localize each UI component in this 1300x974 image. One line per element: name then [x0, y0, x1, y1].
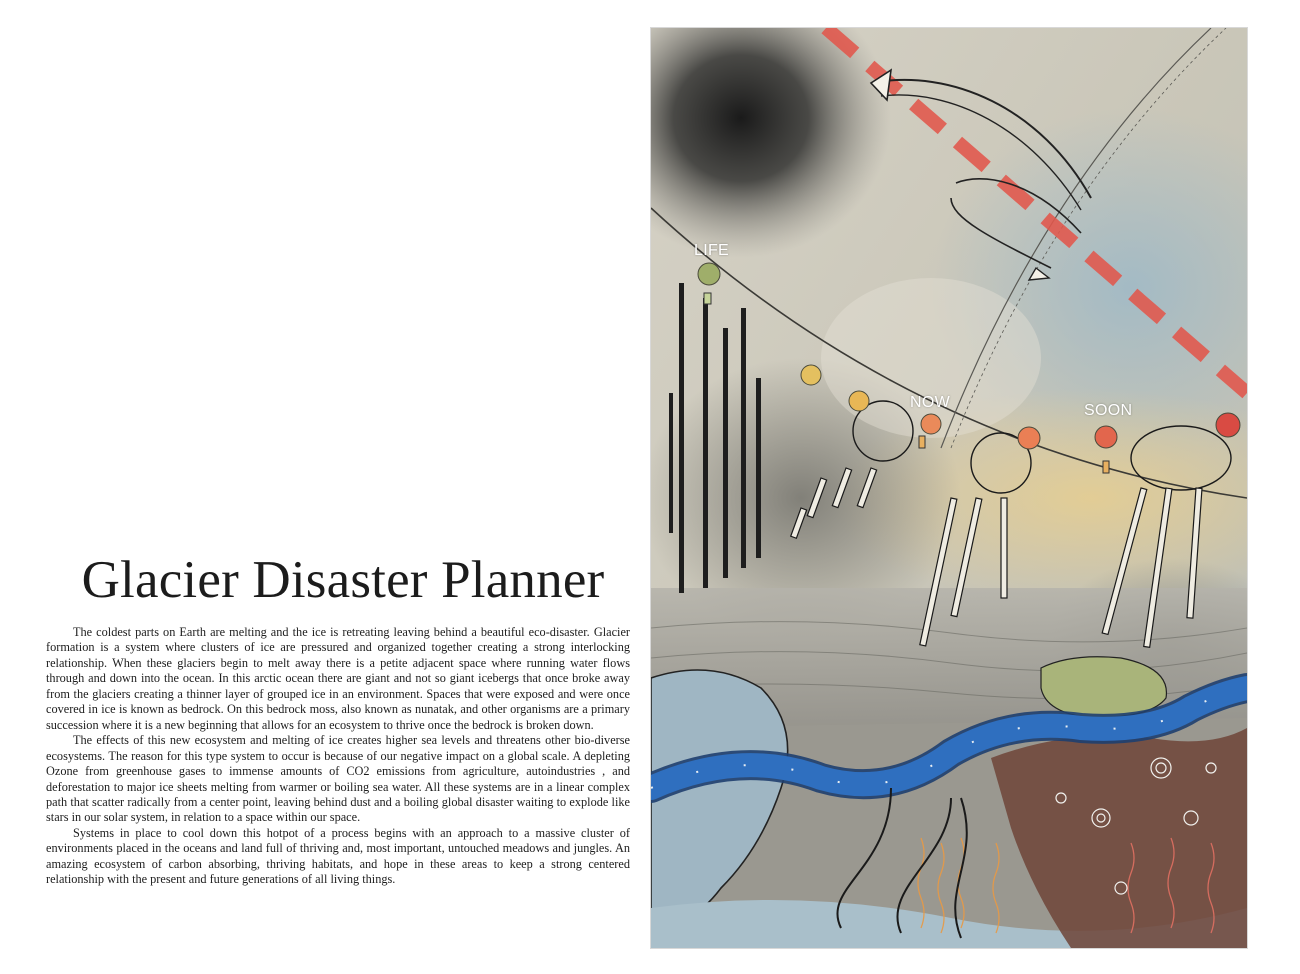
moss-patch [1041, 657, 1166, 718]
document-title: Glacier Disaster Planner [81, 551, 605, 609]
soon-tag [1103, 461, 1109, 473]
now-marker [921, 414, 941, 434]
future-marker [1216, 413, 1240, 437]
sun-marker-1 [801, 365, 821, 385]
life-tag [704, 293, 711, 304]
paragraph-3: Systems in place to cool down this hotpot of a process begins with an approach to a massive cluster of environments placed in the oceans and land full of thriving and, most important, untouched meadows and jungles. An amazing ecosystem of carbon absorbing, thriving habitats, and hope in these areas to keep a strong centered relationship with the present and future generations of all living things. [46, 825, 630, 887]
paragraph-1: The coldest parts on Earth are melting and the ice is retreating leaving behind a beautiful eco-disaster. Glacier formation is a system where clusters of ice are pressured and organized together creating a strong interlocking relationship. When these glaciers begin to melt away there is a petite adjacent space where running water flows through and down into the ocean. In this arctic ocean there are giant and not so giant icebergs that once broke away from the glaciers creating a thinner layer of grouped ice in an environment. Spaces that were exposed and were once covered in ice is known as bedrock. On this bedrock moss, also known as nunatak, and other organisms are a primary succession where it is a new beginning that allows for an ecosystem to thrive once the bedrock is broken down. [46, 625, 630, 732]
sun-marker-2 [849, 391, 869, 411]
life-marker [698, 263, 720, 285]
now-tag [919, 436, 925, 448]
soon-label: SOON [1084, 402, 1133, 419]
life-label: LIFE [694, 242, 729, 259]
glacier-illustration [650, 27, 1248, 949]
illustration-canvas [651, 28, 1247, 948]
soon-marker [1095, 426, 1117, 448]
now-label: NOW [910, 394, 951, 411]
paragraph-2: The effects of this new ecosystem and melting of ice creates higher sea levels and threatens other bio-diverse ecosystems. The reason for this type system to occur is because of our negative impact on a global scale. A depleting Ozone from greenhouse gases to immense amounts of CO2 emissions from agriculture, autoindustries , and deforestation to major ice sheets melting from warmer or boiling sea water. All these systems are in a linear complex path that scatter radically from a center point, leaving behind dust and a boiling global disaster waiting to explode like stars in our solar system, in relation to a space within our space. [46, 733, 630, 825]
sun-marker-3 [1018, 427, 1040, 449]
body-text [46, 625, 630, 888]
